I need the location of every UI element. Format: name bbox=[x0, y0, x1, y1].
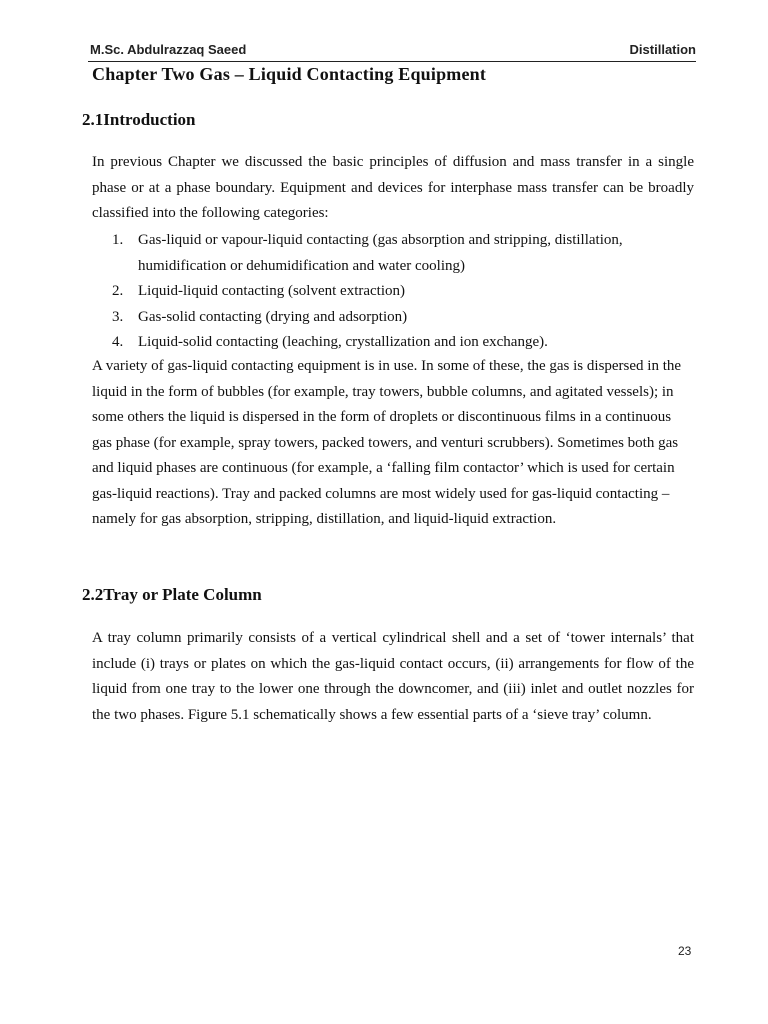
intro-paragraph: In previous Chapter we discussed the basic principles of diffusion and mass transfer in a single phase or at a phase boundary. Equipment and devices for interphase mass transfer can be broadly classified into the following categories: bbox=[92, 154, 694, 221]
category-list bbox=[100, 228, 680, 356]
section-heading-tray-column: 2.2Tray or Plate Column bbox=[82, 585, 262, 604]
list-item-number: 1. bbox=[112, 232, 124, 248]
running-header bbox=[90, 42, 696, 57]
page-number: 23 bbox=[678, 944, 692, 958]
list-item bbox=[100, 305, 680, 331]
list-item-number: 3. bbox=[112, 308, 124, 325]
list-item bbox=[100, 279, 680, 305]
list-item-text: Liquid-liquid contacting (solvent extraction) bbox=[138, 283, 406, 299]
section-heading-introduction: 2.1Introduction bbox=[82, 110, 196, 129]
header-subject: Distillation bbox=[629, 42, 696, 57]
list-item bbox=[100, 330, 680, 356]
list-item-text: Liquid-solid contacting (leaching, crystallization and ion exchange). bbox=[138, 334, 548, 350]
list-item-number: 4. bbox=[112, 334, 124, 350]
tray-column-paragraph: A tray column primarily consists of a vertical cylindrical shell and a set of ‘tower internals’ that include (i) trays or plates on which the gas-liquid contact occurs, (ii) arrangements for flow of the liquid from one tray to the lower one through the downcomer, and (iii) inlet and outlet nozzles for the two phases. Figure 5.1 schematically shows a few essential parts of a ‘sieve tray’ column. bbox=[92, 630, 694, 723]
header-author: M.Sc. Abdulrazzaq Saeed bbox=[90, 42, 247, 57]
list-item bbox=[100, 228, 680, 279]
list-item-number: 2. bbox=[112, 283, 124, 299]
contacting-equipment-paragraph: A variety of gas-liquid contacting equipment is in use. In some of these, the gas is dispersed in the liquid in the form of bubbles (for example, tray towers, bubble columns, and agitated vessels); in some others the liquid is dispersed in the form of droplets or discontinuous films in a continuous gas phase (for example, spray towers, packed towers, and venturi scrubbers). Sometimes both gas and liquid phases are continuous (for example, a ‘falling film contactor’ which is used for certain gas-liquid reactions). Tray and packed columns are most widely used for gas-liquid contacting – namely for gas absorption, stripping, distillation, and liquid-liquid extraction. bbox=[92, 358, 682, 527]
list-item-text: Gas-solid contacting (drying and adsorption) bbox=[138, 308, 408, 325]
chapter-title: Chapter Two Gas – Liquid Contacting Equipment bbox=[92, 64, 487, 84]
list-item-text: Gas-liquid or vapour-liquid contacting (gas absorption and stripping, distillation, humidification or dehumidification and water cooling) bbox=[138, 232, 623, 274]
header-divider bbox=[88, 61, 696, 62]
